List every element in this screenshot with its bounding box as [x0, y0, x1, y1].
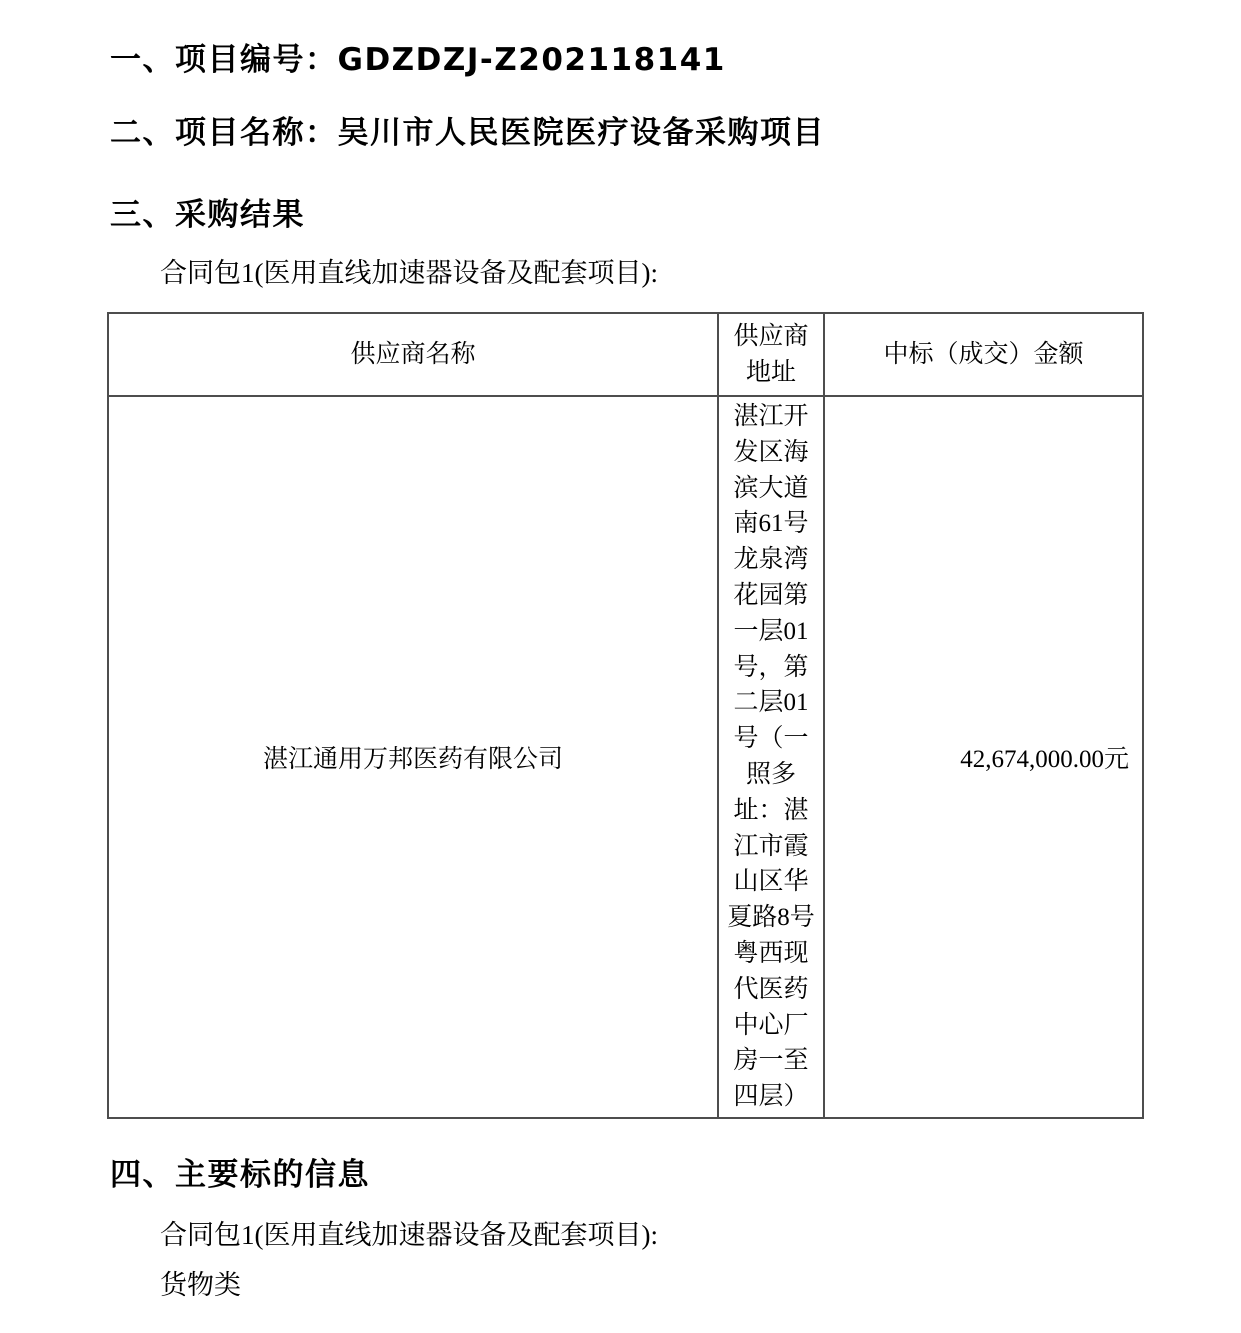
document-page: [0, 40, 1241, 1333]
table-row: [108, 396, 1143, 1118]
goods-category-line: 货物类: [160, 1269, 241, 1300]
section-heading-project-number: 一、项目编号：GDZDZJ-Z202118141: [110, 42, 726, 78]
contract-package-line-2: 合同包1(医用直线加速器设备及配套项目):: [160, 1219, 658, 1250]
section-heading-project-name: 二、项目名称：吴川市人民医院医疗设备采购项目: [110, 115, 825, 151]
section-heading-main-bid-info: 四、主要标的信息: [110, 1156, 370, 1193]
procurement-result-table: [107, 312, 1144, 1119]
table-header-supplier-name: 供应商名称: [108, 313, 718, 396]
table-header-award-amount: 中标（成交）金额: [824, 313, 1143, 396]
table-header-supplier-address: 供应商地址: [718, 313, 824, 396]
section-heading-procurement-result: 三、采购结果: [110, 197, 305, 233]
table-header-row: [108, 313, 1143, 396]
supplier-name-cell: 湛江通用万邦医药有限公司: [108, 396, 718, 1118]
award-amount-cell: 42,674,000.00元: [824, 396, 1143, 1118]
contract-package-line-1: 合同包1(医用直线加速器设备及配套项目):: [160, 258, 658, 288]
supplier-address-cell: 湛江开发区海滨大道南61号龙泉湾花园第一层01号，第二层01号（一照多址：湛江市霞山区华夏路8号粤西现代医药中心厂房一至四层）: [718, 396, 824, 1118]
